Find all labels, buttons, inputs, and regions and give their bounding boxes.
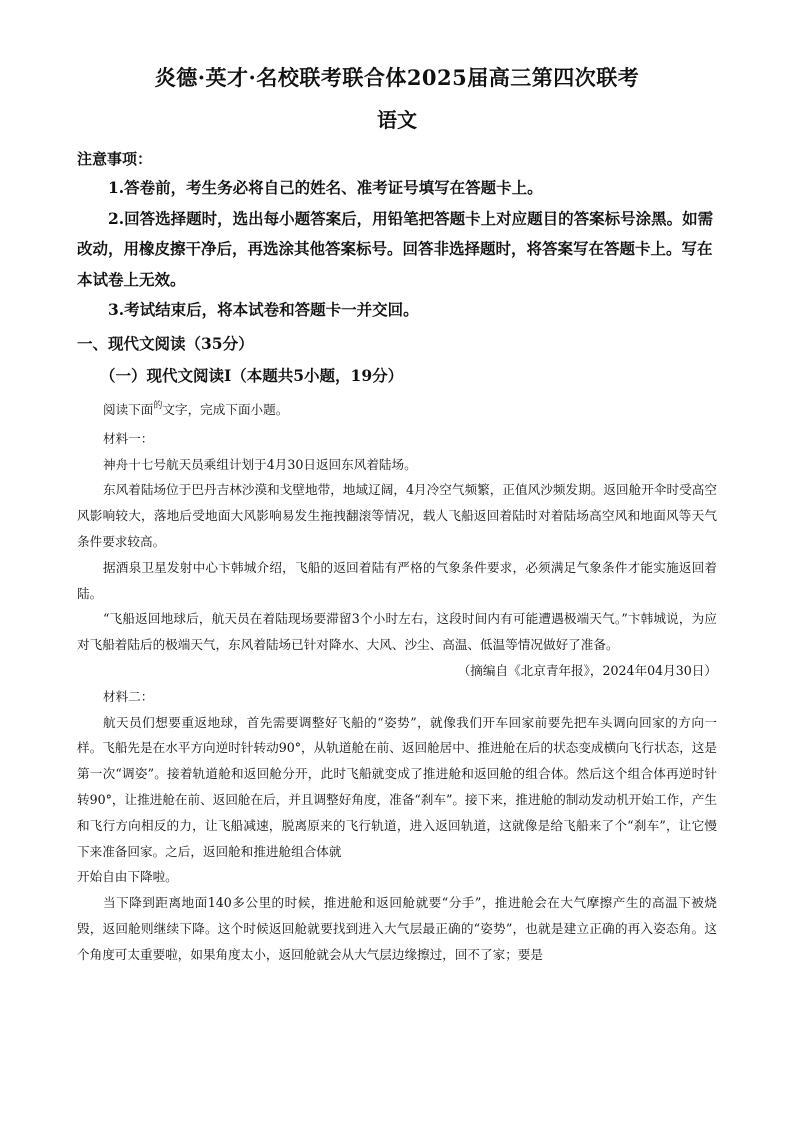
material1-source: （摘编自《北京青年报》，2024年04月30日） <box>457 662 717 678</box>
material1-label: 材料一： <box>103 430 154 446</box>
reading-passage <box>77 397 717 968</box>
material1-paragraph: 据酒泉卫星发射中心卞韩城介绍，飞船的返回着陆有严格的气象条件要求，必须满足气象条件才能实施返回着陆。 <box>77 559 717 601</box>
subject-title: 语文 <box>377 108 417 132</box>
notice-list <box>77 173 717 326</box>
material1-paragraph: 东风着陆场位于巴丹吉林沙漠和戈壁地带，地域辽阔，4月冷空气频繁，正值风沙频发期。返回舱开伞时受高空风影响较大，落地后受地面大风影响易发生拖拽翻滚等情况，载人飞船返回着陆时对着陆场高空风和地面风等天气条件要求较高。 <box>77 482 717 549</box>
material2-paragraph-continued: 开始自由下降啦。 <box>77 869 178 885</box>
notice-item-1: 1.答卷前，考生务必将自己的姓名、准考证号填写在答题卡上。 <box>108 178 543 197</box>
material2-paragraph: 航天员们想要重返地球，首先需要调整好飞船的“姿势”，就像我们开车回家前要先把车头调向回家的方向一样。飞船先是在水平方向逆时针转动90°，从轨道舱在前、返回舱居中、推进舱在后的状态变成横向飞行状态，这是第一次“调姿”。接着轨道舱和返回舱分开，此时飞船就变成了推进舱和返回舱的组合体。然后这个组合体再逆时针转90°，让推进舱在前、返回舱在后，并且调整好角度，准备“刹车”。接下来，推进舱的制动发动机开始工作，产生和飞行方向相反的力，让飞船减速，脱离原来的飞行轨道，进入返回轨道，这就像是给飞船来了个“刹车”，让它慢下来准备回家。之后，返回舱和推进舱组合体就 <box>77 714 717 859</box>
material1-paragraph: 神舟十七号航天员乘组计划于4月30日返回东风着陆场。 <box>103 456 417 472</box>
instruction: 阅读下面$^的$文字，完成下面小题。 <box>103 401 289 417</box>
notice-item-2: 2.回答选择题时，选出每小题答案后，用铅笔把答题卡上对应题目的答案标号涂黑。如需改动，用橡皮擦干净后，再选涂其他答案标号。回答非选择题时，将答案写在答题卡上。写在本试卷上无效。 <box>77 208 714 289</box>
material1-paragraph: “飞船返回地球后，航天员在着陆现场要滞留3个小时左右，这段时间内有可能遭遇极端天气。”卞韩城说，为应对飞船着陆后的极端天气，东风着陆场已针对降水、大风、沙尘、高温、低温等情况做好了准备。 <box>77 611 717 653</box>
section-heading: 一、现代文阅读（35分） <box>77 334 254 353</box>
notice-item-3: 3.考试结束后，将本试卷和答题卡一并交回。 <box>108 300 419 319</box>
notice-heading: 注意事项： <box>77 150 153 168</box>
subsection-heading: （一）现代文阅读Ⅰ（本题共5小题，19分） <box>100 366 404 385</box>
material2-label: 材料二： <box>103 688 154 704</box>
material2-paragraph: 当下降到距离地面140多公里的时候，推进舱和返回舱就要“分手”，推进舱会在大气摩擦产生的高温下被烧毁，返回舱则继续下降。这个时候返回舱就要找到进入大气层最正确的“姿势”，也就是建立正确的再入姿态角。这个角度可太重要啦，如果角度太小，返回舱就会从大气层边缘擦过，回不了家；要是 <box>77 895 717 962</box>
exam-title: 炎德·英才·名校联考联合体2025届高三第四次联考 <box>154 65 640 90</box>
